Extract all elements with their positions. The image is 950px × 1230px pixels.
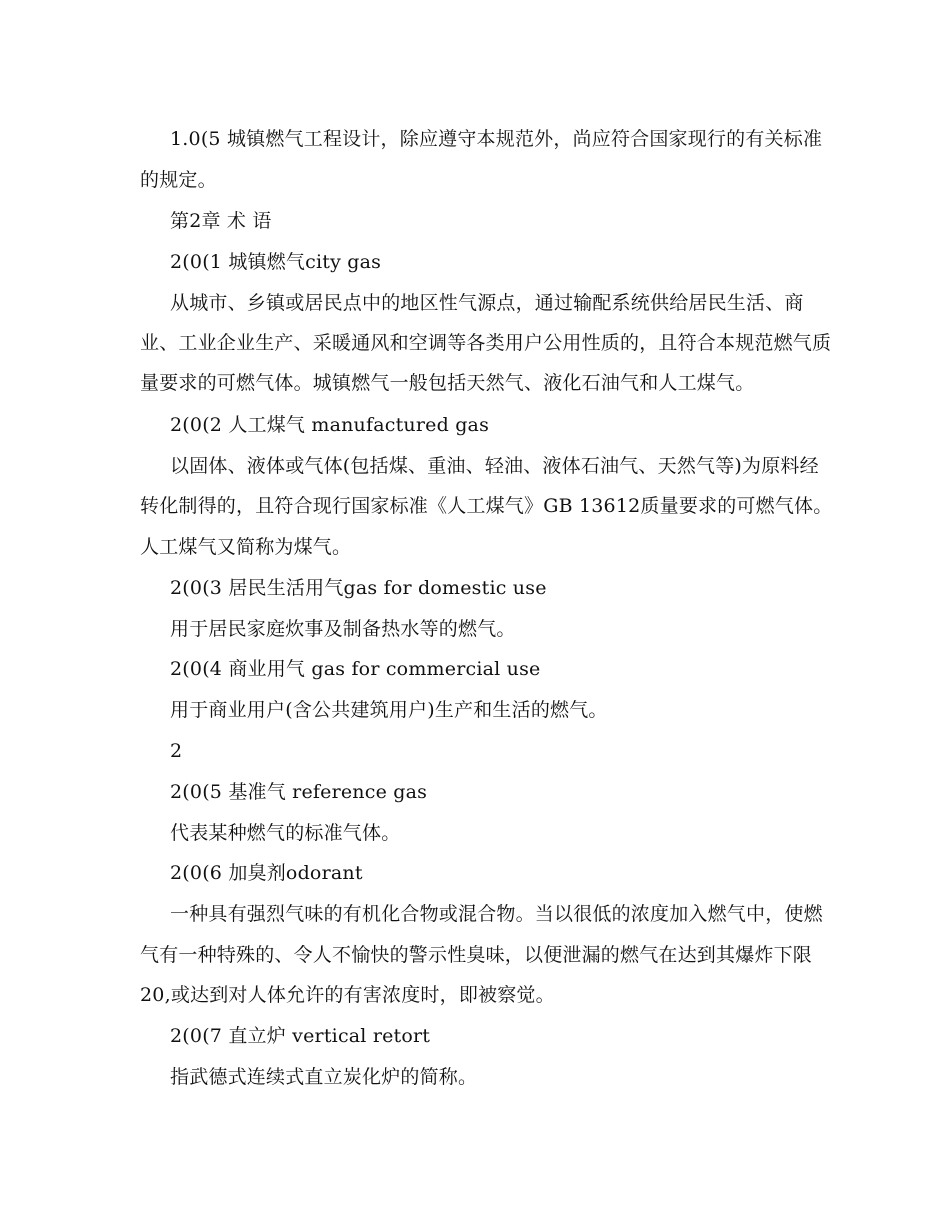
paragraph-line: 业、工业企业生产、采暖通风和空调等各类用户公用性质的，且符合本规范燃气质 [140,332,832,354]
term-heading: 2(0(4 商业用气 gas for commercial use [170,658,541,680]
term-heading: 2(0(3 居民生活用气gas for domestic use [170,577,547,599]
term-heading: 2(0(1 城镇燃气city gas [170,251,382,273]
paragraph-line: 1.0(5 城镇燃气工程设计，除应遵守本规范外，尚应符合国家现行的有关标准 [170,128,823,150]
paragraph-line: 人工煤气又简称为煤气。 [140,536,352,558]
paragraph-line: 一种具有强烈气味的有机化合物或混合物。当以很低的浓度加入燃气中，使燃 [170,903,823,925]
paragraph-line: 以固体、液体或气体(包括煤、重油、轻油、液体石油气、天然气等)为原料经 [170,455,819,477]
paragraph-line: 转化制得的，且符合现行国家标准《人工煤气》GB 13612质量要求的可燃气体。 [140,495,833,517]
term-heading: 2(0(5 基准气 reference gas [170,781,428,803]
term-heading: 2(0(7 直立炉 vertical retort [170,1025,431,1047]
paragraph-line: 从城市、乡镇或居民点中的地区性气源点，通过输配系统供给居民生活、商 [170,292,804,314]
term-heading: 2(0(6 加臭剂odorant [170,862,363,884]
paragraph-line: 指武德式连续式直立炭化炉的简称。 [170,1066,478,1088]
paragraph-line: 气有一种特殊的、令人不愉快的警示性臭味，以便泄漏的燃气在达到其爆炸下限 [140,944,813,966]
chapter-heading: 第2章 术 语 [170,210,272,232]
paragraph-line: 代表某种燃气的标准气体。 [170,822,401,844]
paragraph-line: 用于居民家庭炊事及制备热水等的燃气。 [170,618,516,640]
paragraph-line: 的规定。 [140,169,217,191]
paragraph-line: 20,或达到对人体允许的有害浓度时，即被察觉。 [140,984,555,1006]
page-number: 2 [170,740,183,762]
paragraph-line: 量要求的可燃气体。城镇燃气一般包括天然气、液化石油气和人工煤气。 [140,372,755,394]
paragraph-line: 用于商业用户(含公共建筑用户)生产和生活的燃气。 [170,699,608,721]
term-heading: 2(0(2 人工煤气 manufactured gas [170,414,490,436]
